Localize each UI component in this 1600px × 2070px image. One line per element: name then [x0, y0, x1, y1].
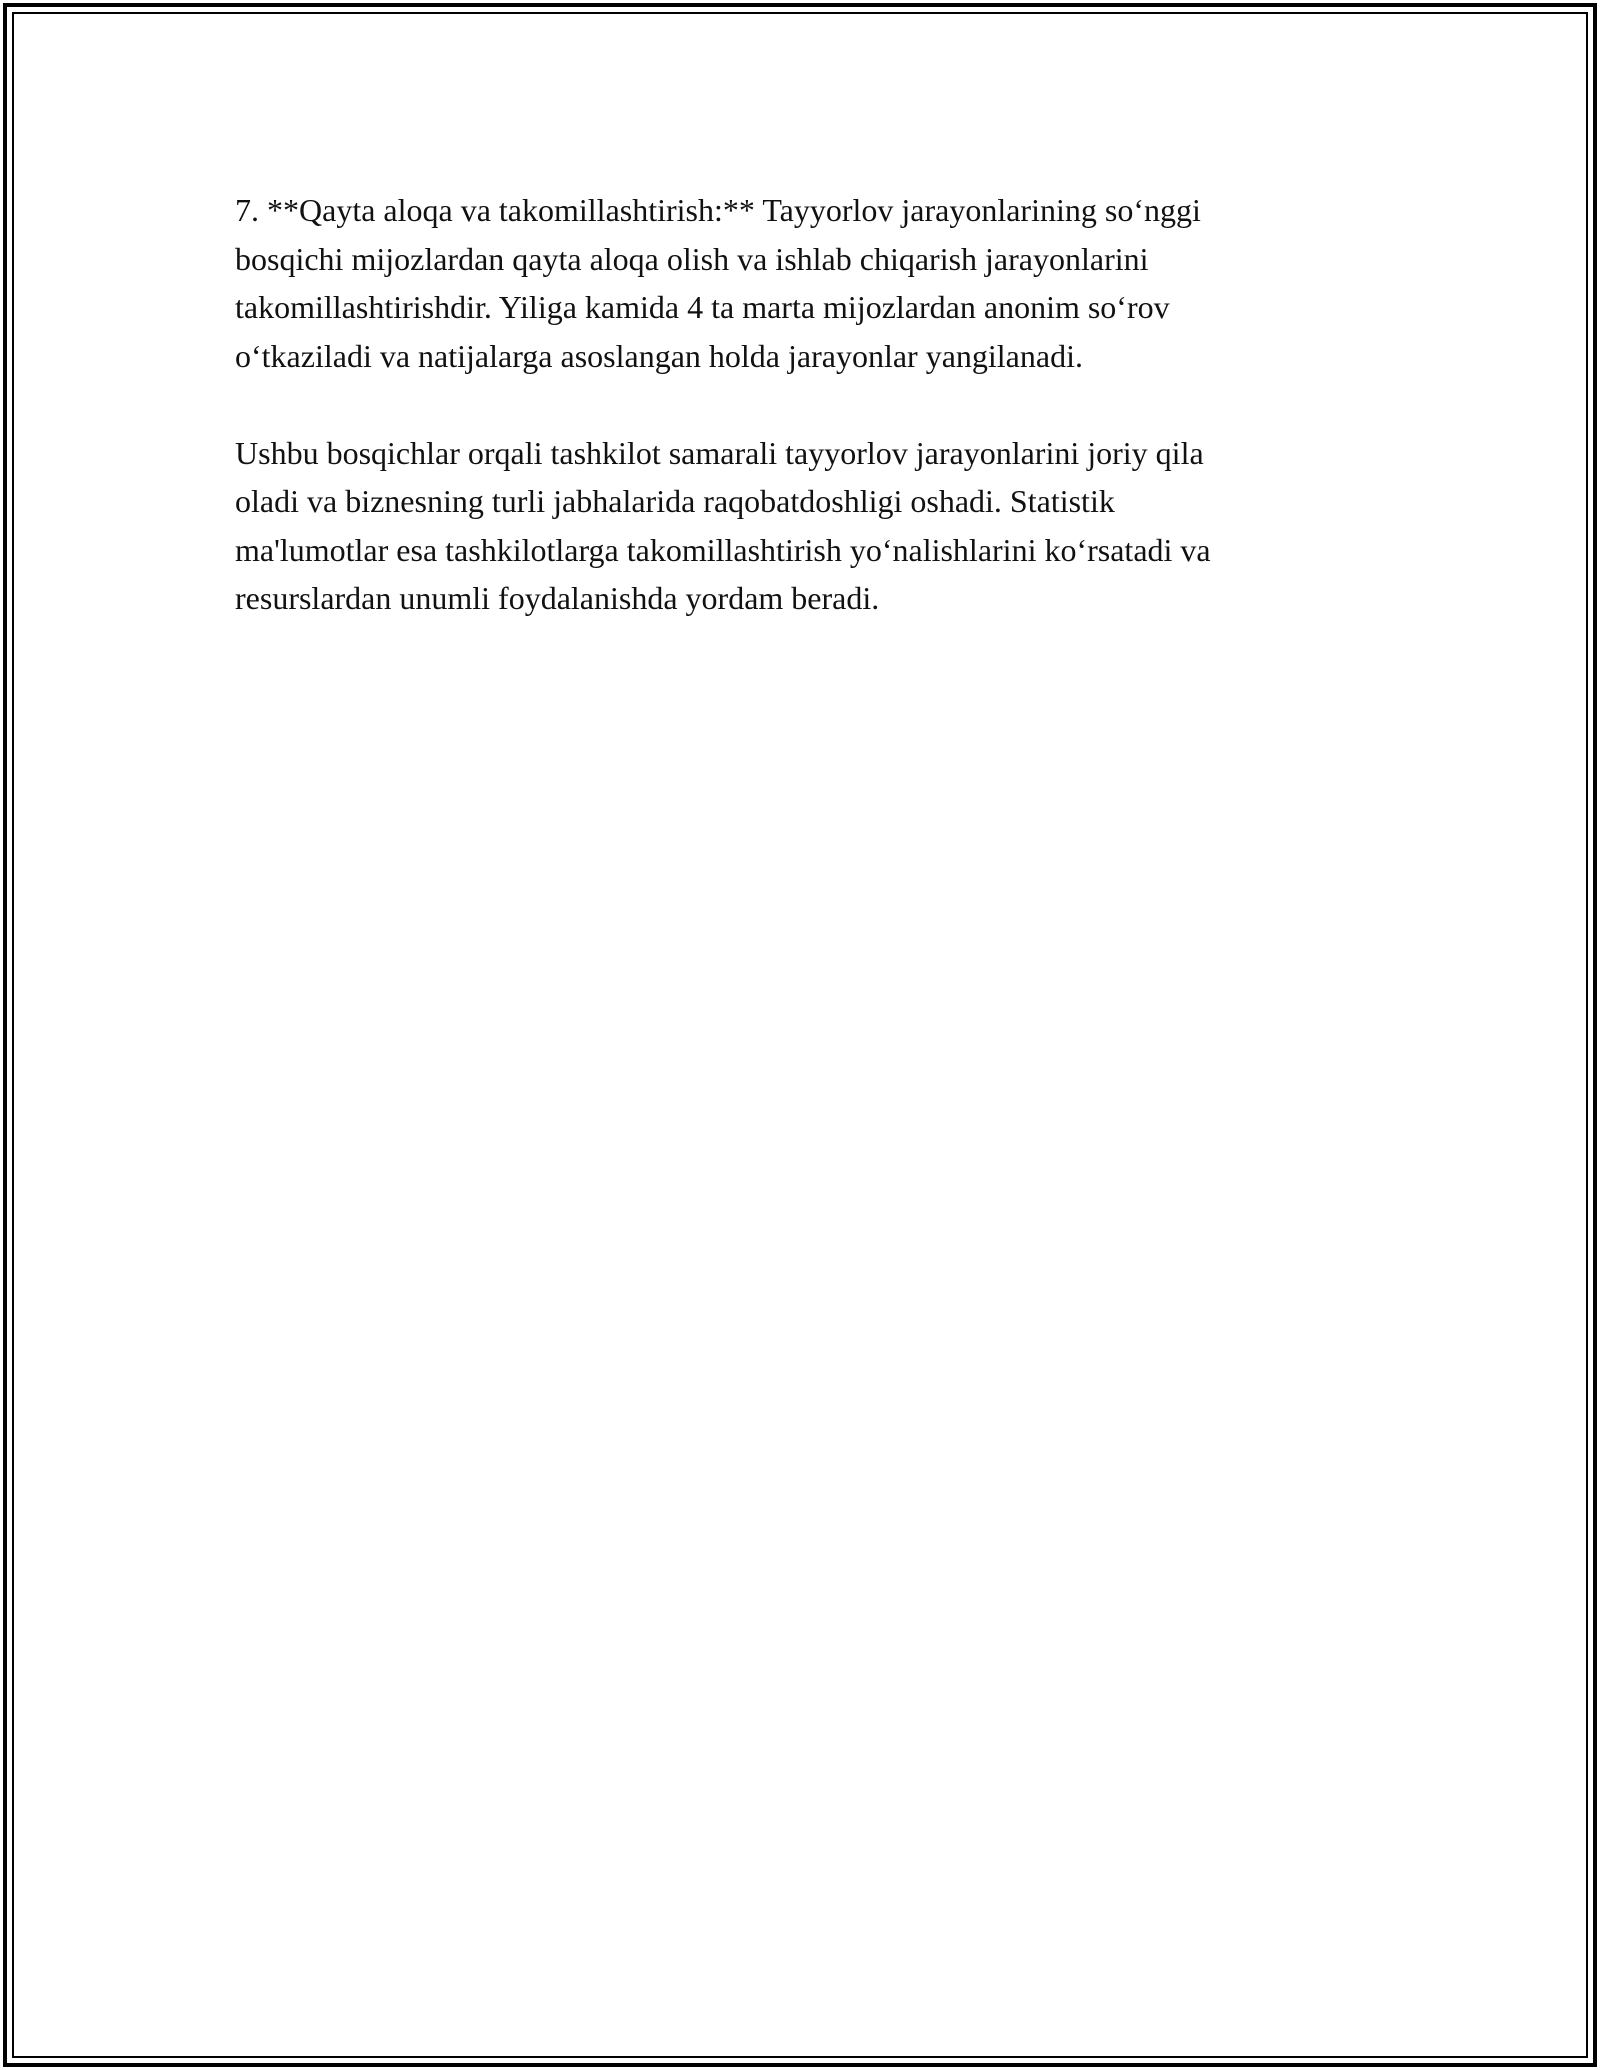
paragraph-conclusion: Ushbu bosqichlar orqali tashkilot samarali tayyorlov jarayonlarini joriy qila oladi va biznesning turli jabhalarida raqobatdoshligi oshadi. Statistik ma'lumotlar esa tashkilotlarga takomillashtirish yo‘nalishlarini ko‘rsatadi va resurslardan unumli foydalanishda yordam beradi. [235, 434, 1211, 616]
document-body [235, 186, 1365, 623]
paragraph-feedback-step: 7. **Qayta aloqa va takomillashtirish:** Tayyorlov jarayonlarining so‘nggi bosqichi mijozlardan qayta aloqa olish va ishlab chiqarish jarayonlarini takomillashtirishdir. Yiliga kamida 4 ta marta mijozlardan anonim so‘rov o‘tkaziladi va natijalarga asoslangan holda jarayonlar yangilanadi. [235, 192, 1201, 374]
